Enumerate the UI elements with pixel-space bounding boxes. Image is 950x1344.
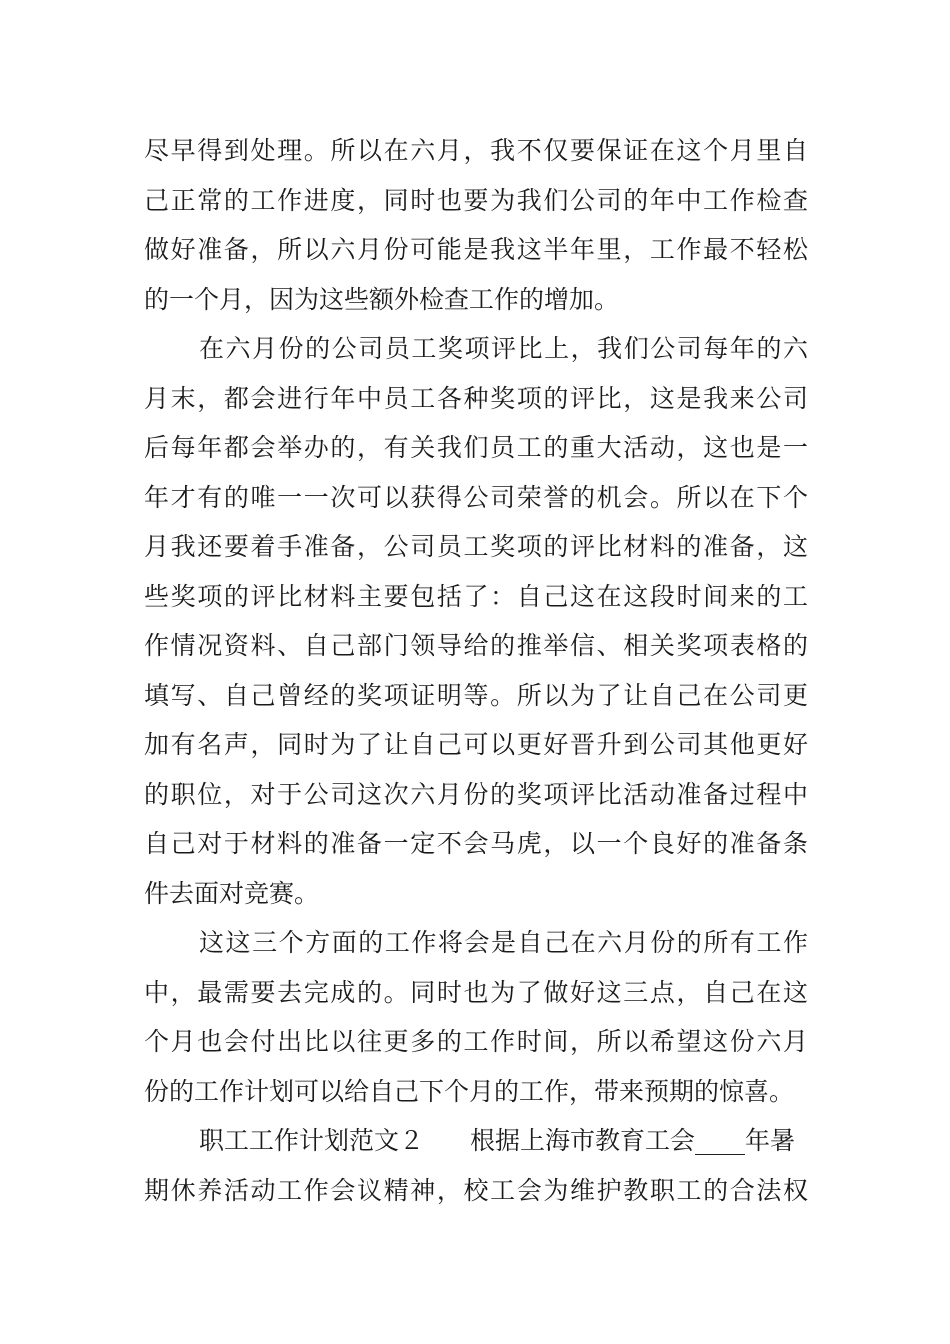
text-line: 份的工作计划可以给自己下个月的工作，带来预期的惊喜。	[144, 1076, 795, 1106]
document-body	[144, 126, 808, 1215]
text-line	[144, 1116, 808, 1166]
text-line: 的一个月，因为这些额外检查工作的增加。	[144, 284, 620, 314]
text-line: 后每年都会举办的，有关我们员工的重大活动，这也是一	[144, 433, 808, 462]
text-line: 年才有的唯一一次可以获得公司荣誉的机会。所以在下个	[144, 482, 808, 512]
text-line: 个月也会付出比以往更多的工作时间，所以希望这份六月	[144, 1027, 808, 1056]
paragraph-4	[144, 1116, 808, 1215]
text-line: 在六月份的公司员工奖项评比上，我们公司每年的六	[199, 334, 808, 363]
text-line: 作情况资料、自己部门领导给的推举信、相关奖项表格的	[144, 631, 808, 660]
inline-text: 年暑	[745, 1126, 796, 1155]
text-line: 自己对于材料的准备一定不会马虎，以一个良好的准备条	[144, 829, 808, 858]
text-line: 的职位，对于公司这次六月份的奖项评比活动准备过程中	[144, 779, 808, 809]
paragraph-2	[144, 324, 808, 918]
text-line: 月末，都会进行年中员工各种奖项的评比，这是我来公司	[144, 383, 808, 413]
text-line: 月我还要着手准备，公司员工奖项的评比材料的准备，这	[144, 532, 808, 561]
text-line: 己正常的工作进度，同时也要为我们公司的年中工作检查	[144, 185, 808, 215]
paragraph-1	[144, 126, 808, 324]
text-line: 这这三个方面的工作将会是自己在六月份的所有工作	[199, 928, 808, 957]
text-line: 中，最需要去完成的。同时也为了做好这三点，自己在这	[144, 977, 808, 1007]
inline-text: 根据上海市教育工会	[470, 1126, 696, 1155]
paragraph-3	[144, 918, 808, 1116]
blank-field: ____	[695, 1126, 746, 1155]
text-line: 些奖项的评比材料主要包括了：自己这在这段时间来的工	[144, 581, 808, 611]
text-line: 填写、自己曾经的奖项证明等。所以为了让自己在公司更	[144, 680, 808, 710]
text-line: 件去面对竞赛。	[144, 878, 320, 908]
text-line: 期休养活动工作会议精神，校工会为维护教职工的合法权	[144, 1175, 808, 1205]
text-line: 尽早得到处理。所以在六月，我不仅要保证在这个月里自	[144, 136, 808, 165]
section-heading: 职工工作计划范文２	[199, 1126, 425, 1155]
text-line: 加有名声，同时为了让自己可以更好晋升到公司其他更好	[144, 730, 808, 759]
text-line: 做好准备，所以六月份可能是我这半年里，工作最不轻松	[144, 235, 808, 264]
